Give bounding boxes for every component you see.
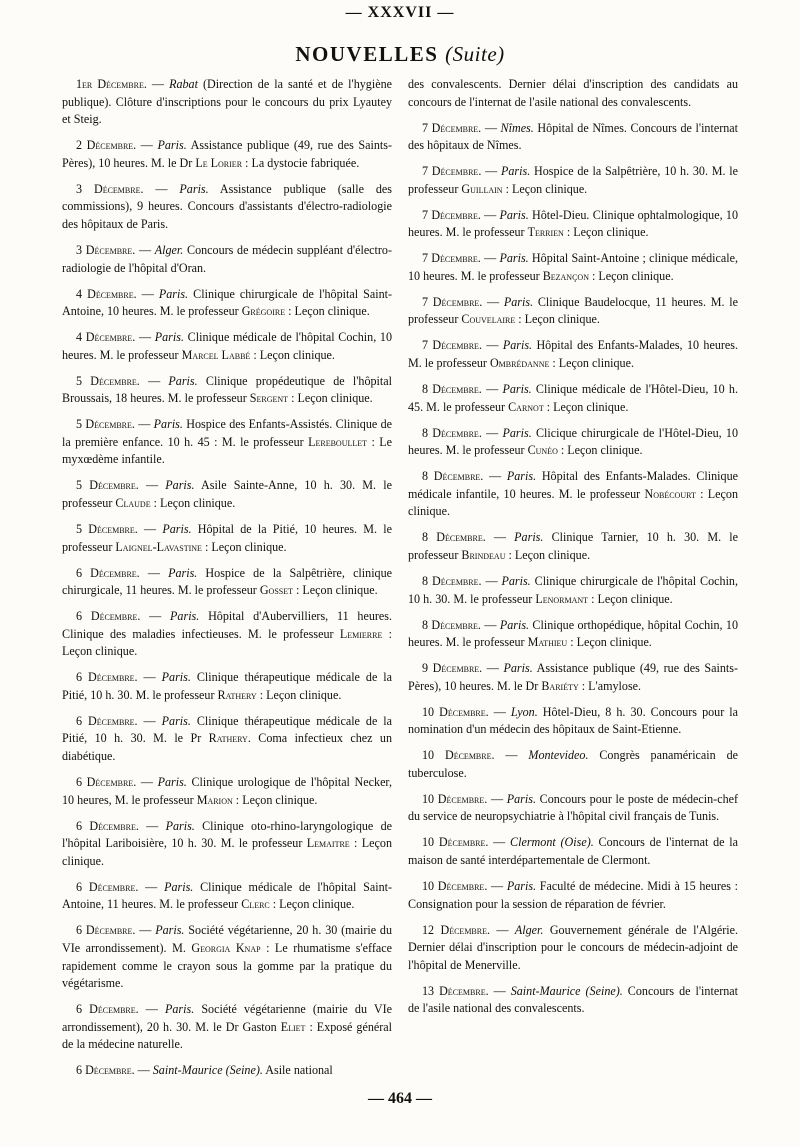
news-entry: 6 Décembre. — Paris. Clinique médicale de l'hôpital Saint-Antoine, 11 heures. M. le professeur Clerc : Leçon clinique.	[62, 879, 393, 912]
entry-person: Bariéty	[541, 678, 579, 693]
entry-text: Clinique Baudelocque, 11 heures. M. le professeur	[408, 294, 738, 327]
entry-tail: : Leçon clinique.	[588, 591, 673, 606]
entry-city: Montevideo.	[528, 748, 589, 763]
section-numeral: — XXXVII —	[345, 4, 455, 21]
entry-city: Alger.	[514, 922, 544, 937]
entry-city: Paris.	[155, 923, 185, 938]
entry-date: 7 Décembre.	[422, 207, 481, 222]
entry-date: 7 Décembre.	[422, 294, 483, 309]
entry-tail: : Le rhumatisme s'efface rapidement comme le crayon sous la gomme par la pratique du végétarisme.	[62, 940, 392, 991]
news-entry: 7 Décembre. — Paris. Hôtel-Dieu. Clinique ophtalmologique, 10 heures. M. le professeur Terrien : Leçon clinique.	[408, 207, 738, 240]
entry-tail: : Exposé général de la médecine naturelle.	[62, 1019, 392, 1052]
news-entry: 6 Décembre. — Paris. Société végétarienne, 20 h. 30 (mairie du VIe arrondissement). M. Georgia Knap : Le rhumatisme s'efface rapidement comme le crayon sous la gomme par la pratique du végétarisme.	[62, 923, 393, 991]
entry-date: 3 Décembre.	[76, 181, 144, 196]
entry-city: Paris.	[153, 417, 183, 432]
news-entry: 10 Décembre. — Paris. Faculté de médecine. Midi à 15 heures : Consignation pour la session de réparation de février.	[408, 879, 739, 911]
news-entry: 7 Décembre. — Paris. Hôpital des Enfants-Malades, 10 heures. M. le professeur Ombrédanne : Leçon clinique.	[408, 338, 738, 371]
entry-city: Paris.	[158, 286, 189, 301]
entry-text: Congrès panaméricain de tuberculose.	[408, 748, 738, 780]
entry-person: Marcel Labbé	[181, 347, 251, 362]
news-entry: 8 Décembre. — Paris. Clinique orthopédique, hôpital Cochin, 10 heures. M. le professeur Mathieu : Leçon clinique.	[408, 617, 739, 650]
news-entry: 8 Décembre. — Paris. Clinique chirurgicale de l'hôpital Cochin, 10 h. 30. M. le professeur Lenormant : Leçon clinique.	[408, 573, 739, 606]
entry-text: Assistance publique (salle des commissions), 9 heures. Concours d'assistants d'électro-radiologie des hôpitaux de Paris.	[62, 181, 392, 231]
entry-date: 5 Décembre.	[76, 373, 140, 388]
entry-date: 3 Décembre.	[76, 242, 136, 257]
entry-date: 10 Décembre.	[422, 704, 489, 719]
news-entry: 5 Décembre. — Paris. Asile Sainte-Anne, 10 h. 30. M. le professeur Claude : Leçon clinique.	[62, 478, 392, 510]
entry-person: Mathieu	[527, 635, 568, 650]
left-column	[62, 76, 392, 1088]
entry-tail: : Leçon clinique.	[293, 583, 378, 598]
news-entry: 5 Décembre. — Paris. Hôpital de la Pitié, 10 heures. M. le professeur Laignel-Lavastine : Leçon clinique.	[62, 521, 393, 554]
entry-date: 10 Décembre.	[422, 835, 489, 850]
entry-text: Clinique médicale de l'Hôtel-Dieu, 10 h. 45. M. le professeur	[408, 382, 739, 414]
entry-date: 8 Décembre.	[422, 382, 482, 397]
entry-city: Paris.	[164, 1002, 195, 1017]
entry-date: 6 Décembre.	[76, 713, 138, 728]
entry-person: Lemierre	[339, 626, 383, 641]
entry-text: Concours pour le poste de médecin-chef du service de neuropsychiatrie à l'hôpital civil français de Tunis.	[408, 791, 739, 824]
entry-tail: : Leçon clinique.	[62, 836, 393, 868]
entry-text: Concours de l'internat de la maison de santé interdépartementale de Clermont.	[408, 835, 739, 868]
entry-tail: : Leçon clinique.	[201, 539, 287, 554]
entry-date: 8 Décembre.	[422, 530, 486, 545]
entry-text: Hôpital d'Aubervilliers, 11 heures. Clinique des maladies infectieuses. M. le professeur	[62, 609, 392, 641]
entry-text: Clinique oto-rhino-laryngologique de l'hôpital Lariboisière, 10 h. 30. M. le professeur	[62, 818, 393, 851]
title-text: NOUVELLES	[295, 42, 439, 66]
entry-text: Clinique thérapeutique médicale de la Pitié, 10 h. 30. M. le professeur	[62, 670, 393, 702]
entry-tail: : Leçon clinique.	[557, 443, 643, 458]
entry-city: Paris.	[506, 791, 536, 806]
entry-person: Laignel-Lavastine	[115, 539, 202, 554]
news-entry: 5 Décembre. — Paris. Clinique propédeutique de l'hôpital Broussais, 18 heures. M. le professeur Sergent : Leçon clinique.	[62, 373, 392, 406]
entry-date: 13 Décembre.	[422, 983, 489, 998]
entry-city: Paris.	[501, 573, 531, 588]
entry-date: 6 Décembre.	[76, 565, 140, 580]
entry-person: Grégoire	[241, 304, 286, 319]
entry-text: Clinique orthopédique, hôpital Cochin, 10 heures. M. le professeur	[408, 617, 739, 650]
news-entry: 6 Décembre. — Paris. Hôpital d'Aubervilliers, 11 heures. Clinique des maladies infectieuses. M. le professeur Lemierre : Leçon clinique.	[62, 609, 392, 659]
entry-date: 6 Décembre.	[76, 670, 138, 685]
news-entry: 7 Décembre. — Paris. Hôpital Saint-Antoine ; clinique médicale, 10 heures. M. le professeur Bezançon : Leçon clinique.	[408, 251, 739, 283]
entry-person: Claude	[115, 496, 151, 510]
entry-city: Saint-Maurice (Seine).	[152, 1063, 263, 1078]
entry-text: Hospice de la Salpêtrière, 10 h. 30. M. le professeur	[408, 164, 739, 196]
entry-person: Lenormant	[535, 591, 589, 606]
entry-text: Clinique médicale de l'hôpital Saint-Antoine, 11 heures. M. le professeur	[62, 879, 393, 912]
news-entry: 3 Décembre. — Alger. Concours de médecin suppléant d'électro-radiologie de l'hôpital d'Oran.	[62, 242, 393, 275]
page-title	[0, 42, 800, 67]
entry-city: Paris.	[506, 879, 537, 893]
entry-text: Assistance publique (49, rue des Saints-Pères), 10 heures. M. le Dr	[62, 138, 392, 170]
entry-person: Couvelaire	[461, 312, 516, 327]
entry-text: Hospice des Enfants-Assistés. Clinique de la première enfance. 10 h. 45 : M. le professeur	[62, 417, 393, 449]
entry-text: Hôpital des Enfants-Malades. Clinique médicale infantile, 10 heures. M. le professeur	[408, 469, 739, 501]
entry-person: Lemaitre	[306, 836, 350, 851]
entry-person: Marion	[196, 792, 233, 807]
entry-date: 4 Décembre.	[76, 330, 136, 345]
entry-date: 4 Décembre.	[76, 286, 137, 301]
entry-city: Paris.	[502, 338, 533, 353]
news-entry: 6 Décembre. — Paris. Clinique thérapeutique médicale de la Pitié, 10 h. 30. M. le Pr Rathery. Coma infectieux chez un diabétique.	[62, 713, 393, 764]
entry-text: Hôtel-Dieu, 8 h. 30. Concours pour la nomination d'un médecin des hôpitaux de Saint-Etienne.	[408, 704, 739, 737]
entry-tail: : Leçon clinique.	[285, 304, 370, 319]
entry-city: Paris.	[161, 713, 191, 728]
entry-text: Assistance publique (49, rue des Saints-Pères), 10 heures. M. le Dr	[408, 661, 738, 693]
entry-city: Paris.	[500, 164, 531, 179]
entry-text: Asile national	[262, 1063, 333, 1078]
entry-person: Le Lorier	[195, 155, 243, 170]
entry-date: 7 Décembre.	[422, 251, 481, 266]
entry-city: Paris.	[499, 617, 530, 632]
entry-city: Paris.	[499, 251, 529, 266]
entry-text: Hôpital de Nîmes. Concours de l'internat des hôpitaux de Nîmes.	[408, 120, 739, 153]
entry-date: 8 Décembre.	[422, 573, 482, 588]
entry-city: Nîmes.	[500, 120, 534, 135]
news-entry: 10 Décembre. — Lyon. Hôtel-Dieu, 8 h. 30. Concours pour la nomination d'un médecin des hôpitaux de Saint-Etienne.	[408, 704, 739, 737]
entry-text: Clinique thérapeutique médicale de la Pitié, 10 h. 30. M. le Pr	[62, 713, 393, 746]
entry-text: des convalescents. Dernier délai d'inscription des candidats au concours de l'internat de l'asile national des convalescents.	[408, 77, 738, 109]
entry-date: 8 Décembre.	[422, 425, 482, 440]
entry-person: Carnot	[508, 399, 544, 414]
entry-text: Clinique Tarnier, 10 h. 30. M. le professeur	[408, 530, 739, 562]
entry-person: Cunéo	[527, 443, 558, 458]
news-entry: 6 Décembre. — Paris. Société végétarienne (mairie du VIe arrondissement), 20 h. 30. M. le Dr Gaston Eliet : Exposé général de la médecine naturelle.	[62, 1002, 392, 1052]
entry-city: Alger.	[154, 242, 184, 257]
entry-tail: : Leçon clinique.	[549, 356, 634, 371]
entry-person: Rathery	[217, 687, 257, 702]
entry-date: 6 Décembre.	[76, 879, 139, 894]
entry-text: Clinique médicale de l'hôpital Cochin, 10 heures. M. le professeur	[62, 330, 392, 362]
entry-date: 6 Décembre.	[76, 1063, 135, 1078]
entry-city: Paris.	[161, 670, 191, 685]
news-entry: 10 Décembre. — Clermont (Oise). Concours de l'internat de la maison de santé interdépartementale de Clermont.	[408, 835, 739, 868]
entry-date: 7 Décembre.	[422, 164, 482, 179]
page-number: — 464 —	[368, 1090, 432, 1107]
news-entry: 10 Décembre. — Paris. Concours pour le poste de médecin-chef du service de neuropsychiatrie à l'hôpital civil français de Tunis.	[408, 791, 739, 824]
entry-tail: : Leçon clinique.	[408, 486, 738, 519]
entry-tail: : Leçon clinique.	[269, 897, 355, 912]
entry-person: Rathery	[208, 731, 248, 746]
entry-city: Paris.	[503, 661, 533, 676]
entry-city: Paris.	[154, 330, 184, 345]
entry-text: Faculté de médecine. Midi à 15 heures : Consignation pour la session de réparation de février.	[408, 879, 739, 911]
news-entry: 5 Décembre. — Paris. Hospice des Enfants-Assistés. Clinique de la première enfance. 10 h. 45 : M. le professeur Lereboullet : Le myxœdème infantile.	[62, 417, 393, 467]
entry-text: Hôtel-Dieu. Clinique ophtalmologique, 10 heures. M. le professeur	[408, 207, 738, 240]
entry-tail: : L'amylose.	[578, 678, 642, 693]
entry-tail: : Leçon clinique.	[62, 626, 392, 659]
title-suffix: (Suite)	[445, 42, 505, 66]
entry-text: Hôpital des Enfants-Malades, 10 heures. M. le professeur	[408, 338, 738, 371]
entry-text: Gouvernement générale de l'Algérie. Dernier délai d'inscription pour le concours de médecin-adjoint de l'hôpital de Menerville.	[408, 922, 739, 972]
entry-tail: : Leçon clinique.	[232, 792, 318, 807]
entry-tail: : Le myxœdème infantile.	[62, 434, 393, 467]
entry-city: Paris.	[179, 181, 209, 196]
entry-city: Paris.	[168, 373, 198, 388]
news-entry: 13 Décembre. — Saint-Maurice (Seine). Concours de l'internat de l'asile national des convalescents.	[408, 983, 738, 1016]
entry-person: Terrien	[527, 225, 564, 240]
news-entry: 8 Décembre. — Paris. Clicique chirurgicale de l'Hôtel-Dieu, 10 heures. M. le professeur Cunéo : Leçon clinique.	[408, 425, 739, 458]
news-entry: 10 Décembre. — Montevideo. Congrès panaméricain de tuberculose.	[408, 748, 738, 780]
entry-person: Nobécourt	[644, 486, 696, 501]
entry-person: Lereboullet	[308, 434, 368, 449]
entry-city: Paris.	[506, 469, 537, 484]
entry-city: Paris.	[502, 382, 532, 397]
entry-city: Paris.	[514, 530, 544, 545]
entry-text: (Direction de la santé et de l'hygiène publique). Clôture d'inscriptions pour le concours du prix Lyautey et Steig.	[62, 77, 392, 127]
entry-date: 1er Décembre.	[76, 77, 147, 91]
entry-city: Paris.	[164, 879, 194, 894]
entry-tail: : Leçon clinique.	[250, 347, 335, 362]
entry-text: Hôpital de la Pitié, 10 heures. M. le professeur	[62, 521, 393, 554]
entry-text: Hôpital Saint-Antoine ; clinique médicale, 10 heures. M. le professeur	[408, 251, 739, 283]
entry-text: Clinique urologique de l'hôpital Necker, 10 heures, M. le professeur	[62, 775, 393, 807]
entry-date: 8 Décembre.	[422, 617, 481, 632]
entry-date: 5 Décembre.	[76, 417, 135, 432]
entry-city: Paris.	[168, 565, 198, 580]
entry-date: 6 Décembre.	[76, 923, 136, 938]
news-entry: 12 Décembre. — Alger. Gouvernement générale de l'Algérie. Dernier délai d'inscription pour le concours de médecin-adjoint de l'hôpital de Menerville.	[408, 922, 739, 972]
news-entry: 8 Décembre. — Paris. Clinique Tarnier, 10 h. 30. M. le professeur Brindeau : Leçon clinique.	[408, 530, 739, 562]
entry-text: Clinique propédeutique de l'hôpital Broussais, 18 heures. M. le professeur	[62, 373, 392, 406]
entry-city: Rabat	[169, 77, 198, 91]
entry-text: Clicique chirurgicale de l'Hôtel-Dieu, 10 heures. M. le professeur	[408, 425, 739, 458]
entry-date: 7 Décembre.	[422, 338, 482, 353]
news-entry: 6 Décembre. — Paris. Hospice de la Salpêtrière, clinique chirurgicale, 11 heures. M. le professeur Gosset : Leçon clinique.	[62, 565, 393, 598]
news-entry: 6 Décembre. — Paris. Clinique oto-rhino-laryngologique de l'hôpital Lariboisière, 10 h. 30. M. le professeur Lemaitre : Leçon clinique.	[62, 818, 393, 868]
news-entry: 8 Décembre. — Paris. Clinique médicale de l'Hôtel-Dieu, 10 h. 45. M. le professeur Carnot : Leçon clinique.	[408, 382, 739, 414]
entry-city: Paris.	[499, 207, 529, 222]
entry-city: Paris.	[157, 775, 187, 790]
entry-person: Eliet	[280, 1019, 306, 1034]
entry-date: 5 Décembre.	[76, 521, 138, 536]
entry-tail: : Leçon clinique.	[543, 399, 629, 414]
entry-tail: : Leçon clinique.	[502, 181, 588, 196]
entry-text: Concours de l'internat de l'asile national des convalescents.	[408, 983, 738, 1016]
entry-city: Paris.	[502, 425, 532, 440]
news-entry: 9 Décembre. — Paris. Assistance publique (49, rue des Saints-Pères), 10 heures. M. le Dr Bariéty : L'amylose.	[408, 661, 738, 693]
entry-date: 8 Décembre.	[422, 469, 484, 484]
entry-tail: : Leçon clinique.	[256, 687, 342, 702]
entry-person: Sergent	[249, 391, 289, 406]
entry-date: 10 Décembre.	[422, 791, 488, 806]
entry-date: 10 Décembre.	[422, 879, 488, 893]
entry-date: 12 Décembre.	[422, 922, 491, 937]
news-entry: 4 Décembre. — Paris. Clinique chirurgicale de l'hôpital Saint-Antoine, 10 heures. M. le professeur Grégoire : Leçon clinique.	[62, 286, 393, 319]
entry-city: Saint-Maurice (Seine).	[510, 983, 623, 998]
entry-person: Bezançon	[542, 268, 589, 283]
entry-tail: . Coma infectieux chez un diabétique.	[62, 731, 392, 764]
entry-city: Paris.	[503, 294, 534, 309]
entry-date: 6 Décembre.	[76, 609, 141, 624]
entry-date: 2 Décembre.	[76, 138, 137, 153]
news-entry: 4 Décembre. — Paris. Clinique médicale de l'hôpital Cochin, 10 heures. M. le professeur Marcel Labbé : Leçon clinique.	[62, 330, 392, 362]
entry-text: Clinique chirurgicale de l'hôpital Cochin, 10 h. 30. M. le professeur	[408, 573, 739, 606]
news-entry: 1er Décembre. — Rabat (Direction de la santé et de l'hygiène publique). Clôture d'inscriptions pour le concours du prix Lyautey et Steig.	[62, 77, 392, 127]
entry-city: Paris.	[170, 609, 200, 624]
news-entry: 7 Décembre. — Paris. Hospice de la Salpêtrière, 10 h. 30. M. le professeur Guillain : Leçon clinique.	[408, 164, 739, 196]
news-entry: 6 Décembre. — Paris. Clinique thérapeutique médicale de la Pitié, 10 h. 30. M. le professeur Rathery : Leçon clinique.	[62, 670, 393, 702]
news-entry: 3 Décembre. — Paris. Assistance publique (salle des commissions), 9 heures. Concours d'assistants d'électro-radiologie des hôpitaux de Paris.	[62, 181, 392, 231]
entry-tail: : La dystocie fabriquée.	[242, 155, 360, 170]
entry-person: Clerc	[241, 897, 270, 912]
entry-person: Georgia Knap	[191, 940, 261, 955]
news-entry	[408, 76, 738, 111]
entry-date: 5 Décembre.	[76, 478, 139, 493]
entry-date: 10 Décembre.	[422, 748, 495, 763]
entry-text: Asile Sainte-Anne, 10 h. 30. M. le professeur	[62, 478, 392, 510]
entry-tail: : Leçon clinique.	[563, 225, 649, 240]
entry-date: 9 Décembre.	[422, 661, 483, 676]
entry-date: 6 Décembre.	[76, 818, 139, 833]
entry-date: 7 Décembre.	[422, 120, 482, 135]
entry-text: Société végétarienne, 20 h. 30 (mairie du VIe arrondissement). M.	[62, 923, 393, 955]
news-entry: 7 Décembre. — Paris. Clinique Baudelocque, 11 heures. M. le professeur Couvelaire : Leçon clinique.	[408, 294, 738, 327]
entry-tail: : Leçon clinique.	[288, 391, 373, 406]
entry-person: Brindeau	[461, 547, 506, 562]
news-entry: 6 Décembre. — Saint-Maurice (Seine). Asile national	[76, 1063, 333, 1078]
entry-person: Guillain	[461, 181, 503, 196]
entry-city: Lyon.	[510, 704, 538, 719]
right-column	[408, 76, 738, 1026]
news-entry: 7 Décembre. — Nîmes. Hôpital de Nîmes. Concours de l'internat des hôpitaux de Nîmes.	[408, 120, 739, 153]
entry-text: Concours de médecin suppléant d'électro-radiologie de l'hôpital d'Oran.	[62, 242, 393, 275]
entry-text: Société végétarienne (mairie du VIe arrondissement), 20 h. 30. M. le Dr Gaston	[62, 1002, 392, 1034]
entry-person: Gosset	[259, 583, 293, 598]
entry-tail: : Leçon clinique.	[515, 312, 600, 327]
entry-tail: : Leçon clinique.	[505, 547, 591, 562]
entry-text: Hospice de la Salpêtrière, clinique chirurgicale, 11 heures. M. le professeur	[62, 565, 393, 598]
entry-city: Paris.	[165, 478, 195, 493]
entry-city: Paris.	[165, 818, 195, 833]
entry-person: Ombrédanne	[489, 356, 550, 371]
entry-tail: : Leçon clinique.	[567, 635, 652, 650]
entry-city: Paris.	[162, 521, 192, 536]
entry-date: 6 Décembre.	[76, 1002, 139, 1017]
entry-tail: : Leçon clinique.	[588, 268, 674, 283]
entry-city: Paris.	[157, 138, 187, 153]
entry-city: Clermont (Oise).	[510, 835, 594, 850]
entry-text: Clinique chirurgicale de l'hôpital Saint-Antoine, 10 heures. M. le professeur	[62, 286, 393, 319]
news-entry: 2 Décembre. — Paris. Assistance publique (49, rue des Saints-Pères), 10 heures. M. le Dr Le Lorier : La dystocie fabriquée.	[62, 138, 392, 170]
news-entry: 8 Décembre. — Paris. Hôpital des Enfants-Malades. Clinique médicale infantile, 10 heures. M. le professeur Nobécourt : Leçon clinique.	[408, 469, 739, 519]
entry-date: 6 Décembre.	[76, 775, 137, 790]
entry-tail: : Leçon clinique.	[150, 496, 236, 510]
news-entry: 6 Décembre. — Paris. Clinique urologique de l'hôpital Necker, 10 heures, M. le professeur Marion : Leçon clinique.	[62, 775, 393, 807]
